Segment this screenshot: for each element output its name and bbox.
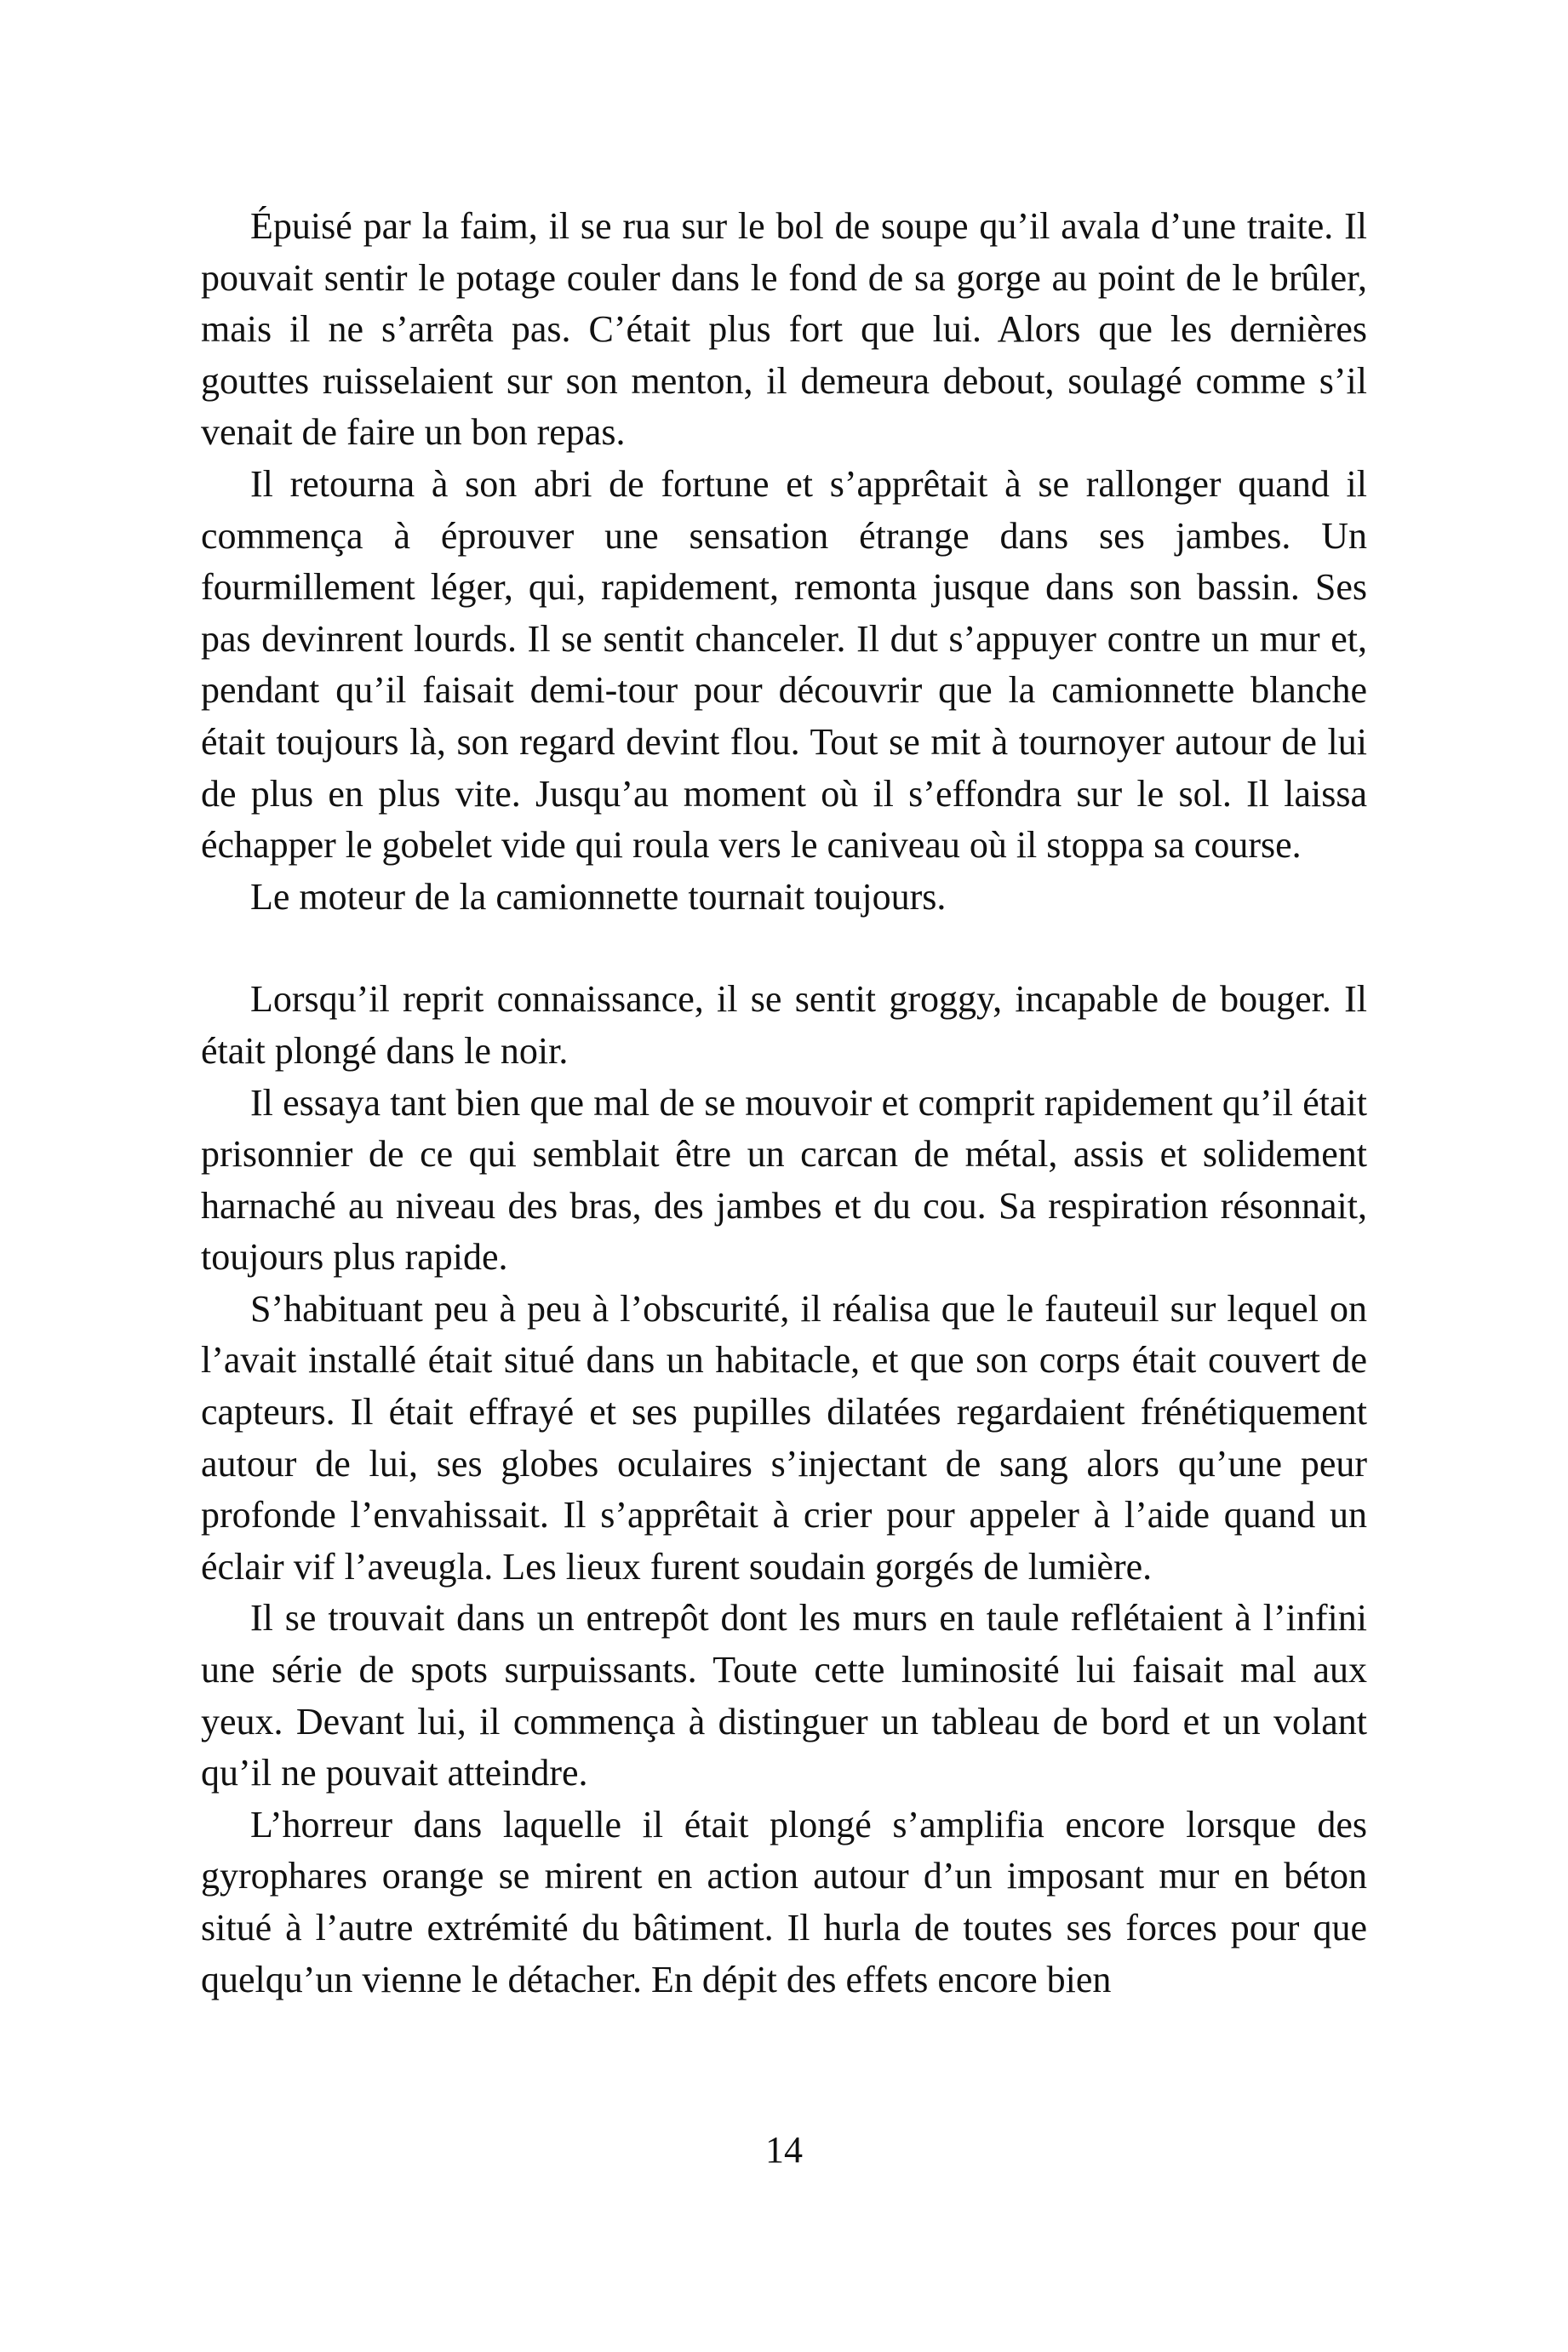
- paragraph-6: S’habituant peu à peu à l’obscurité, il réalisa que le fauteuil sur lequel on l’avait installé était situé dans un habitacle, et que son corps était couvert de capteurs. Il était effrayé et ses pupilles dilatées regardaient frénétiquement autour de lui, ses globes oculaires s’injectant de sang alors qu’une peur profonde l’envahissait. Il s’apprêtait à crier pour appeler à l’aide quand un éclair vif l’aveugla. Les lieux furent soudain gorgés de lumière.: [201, 1287, 1367, 1588]
- scene-break: [201, 923, 1367, 974]
- paragraph-3: Le moteur de la camionnette tournait toujours.: [250, 875, 947, 918]
- paragraph-8: L’horreur dans laquelle il était plongé s’amplifia encore lorsque des gyrophares orange se mirent en action autour d’un imposant mur en béton situé à l’autre extrémité du bâtiment. Il hurla de toutes ses forces pour que quelqu’un vienne le détacher. En dépit des effets encore bien: [201, 1803, 1367, 2000]
- page-number: 14: [765, 2129, 803, 2171]
- paragraph-7: Il se trouvait dans un entrepôt dont les murs en taule reflétaient à l’infini une série de spots surpuissants. Toute cette luminosité lui faisait mal aux yeux. Devant lui, il commença à distinguer un tableau de bord et un volant qu’il ne pouvait atteindre.: [201, 1597, 1367, 1794]
- paragraph-5: Il essaya tant bien que mal de se mouvoir et comprit rapidement qu’il était prisonnier de ce qui semblait être un carcan de métal, assis et solidement harnaché au niveau des bras, des jambes et du cou. Sa respiration résonnait, toujours plus rapide.: [201, 1081, 1367, 1279]
- paragraph-1: Épuisé par la faim, il se rua sur le bol de soupe qu’il avala d’une traite. Il pouvait sentir le potage couler dans le fond de sa gorge au point de le brûler, mais il ne s’arrêta pas. C’était plus fort que lui. Alors que les dernières gouttes ruisselaient sur son menton, il demeura debout, soulagé comme s’il venait de faire un bon repas.: [201, 205, 1367, 454]
- paragraph-4: Lorsqu’il reprit connaissance, il se sentit groggy, incapable de bouger. Il était plongé dans le noir.: [201, 978, 1367, 1072]
- paragraph-2: Il retourna à son abri de fortune et s’apprêtait à se rallonger quand il commença à éprouver une sensation étrange dans ses jambes. Un fourmillement léger, qui, rapidement, remonta jusque dans son bassin. Ses pas devinrent lourds. Il se sentit chanceler. Il dut s’appuyer contre un mur et, pendant qu’il faisait demi-tour pour découvrir que la camionnette blanche était toujours là, son regard devint flou. Tout se mit à tournoyer autour de lui de plus en plus vite. Jusqu’au moment où il s’effondra sur le sol. Il laissa échapper le gobelet vide qui roula vers le caniveau où il stoppa sa course.: [201, 462, 1367, 867]
- body-text: [201, 201, 1367, 2006]
